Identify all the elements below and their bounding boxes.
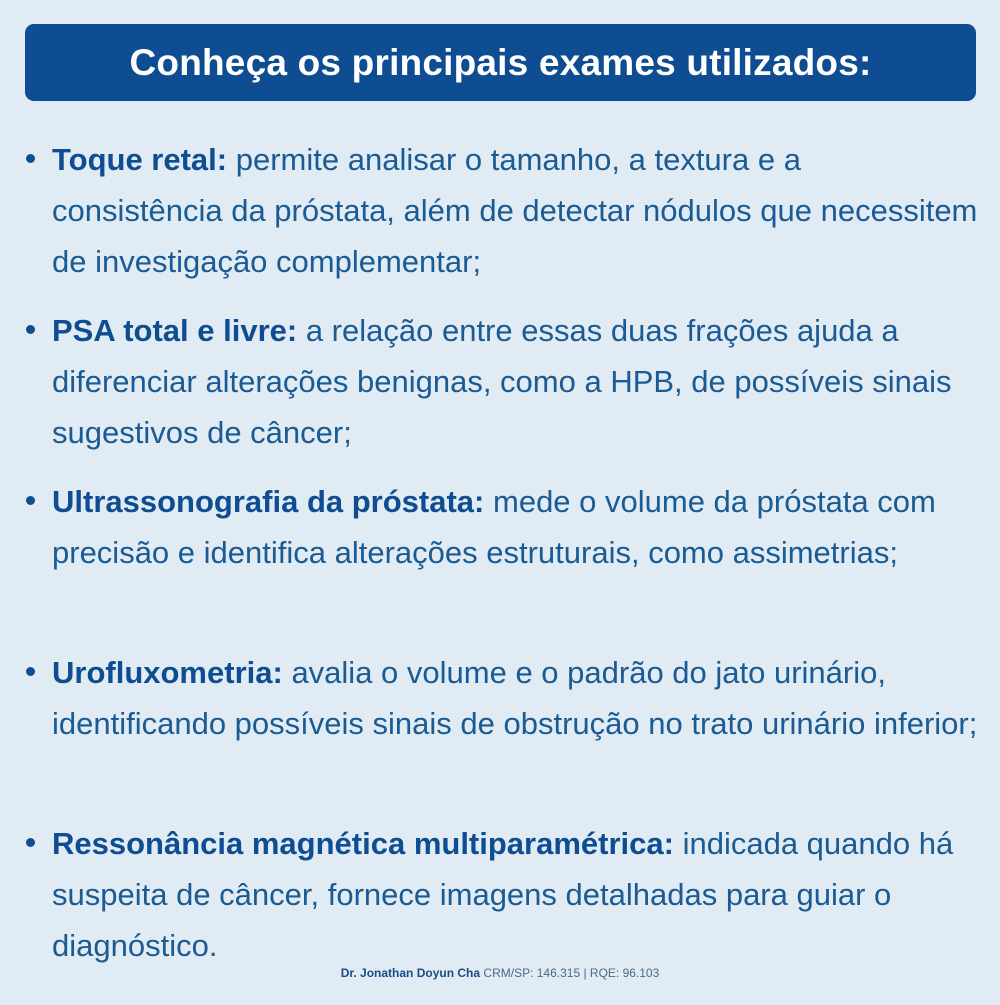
- exam-name: Urofluxometria:: [52, 655, 283, 690]
- bullet-icon: [26, 838, 35, 847]
- footer: [0, 966, 1000, 980]
- footer-author: Dr. Jonathan Doyun Cha: [340, 966, 481, 980]
- bullet-icon: [26, 667, 35, 676]
- exam-name: Ultrassonografia da próstata:: [52, 484, 485, 519]
- bullet-icon: [26, 154, 35, 163]
- footer-credentials: CRM/SP: 146.315 | RQE: 96.103: [483, 966, 660, 980]
- exam-name: Ressonância magnética multiparamétrica:: [52, 826, 674, 861]
- exam-item-toque-retal: [0, 134, 1000, 287]
- exam-list: [0, 134, 1000, 989]
- exam-description: permite analisar o tamanho, a textura e a consistência da próstata, além de detectar nódulos que necessitem de investigação complementar;: [52, 142, 978, 279]
- bullet-icon: [26, 496, 35, 505]
- exam-description: a relação entre essas duas frações ajuda a diferenciar alterações benignas, como a HPB, de possíveis sinais sugestivos de câncer;: [52, 313, 952, 450]
- exam-description: indicada quando há suspeita de câncer, fornece imagens detalhadas para guiar o diagnóstico.: [52, 826, 954, 963]
- page-title: Conheça os principais exames utilizados:: [129, 41, 872, 83]
- title-banner: [25, 24, 976, 101]
- bullet-icon: [26, 325, 35, 334]
- exam-name: PSA total e livre:: [52, 313, 298, 348]
- exam-item-urofluxometria: [0, 647, 1000, 800]
- exam-description: mede o volume da próstata com precisão e identifica alterações estruturais, como assimetrias;: [52, 484, 936, 570]
- exam-item-ultrassonografia: [0, 476, 1000, 629]
- exam-description: avalia o volume e o padrão do jato urinário, identificando possíveis sinais de obstrução no trato urinário inferior;: [52, 655, 978, 741]
- exam-name: Toque retal:: [52, 142, 228, 177]
- exam-item-ressonancia: [0, 818, 1000, 971]
- exam-item-psa: [0, 305, 1000, 458]
